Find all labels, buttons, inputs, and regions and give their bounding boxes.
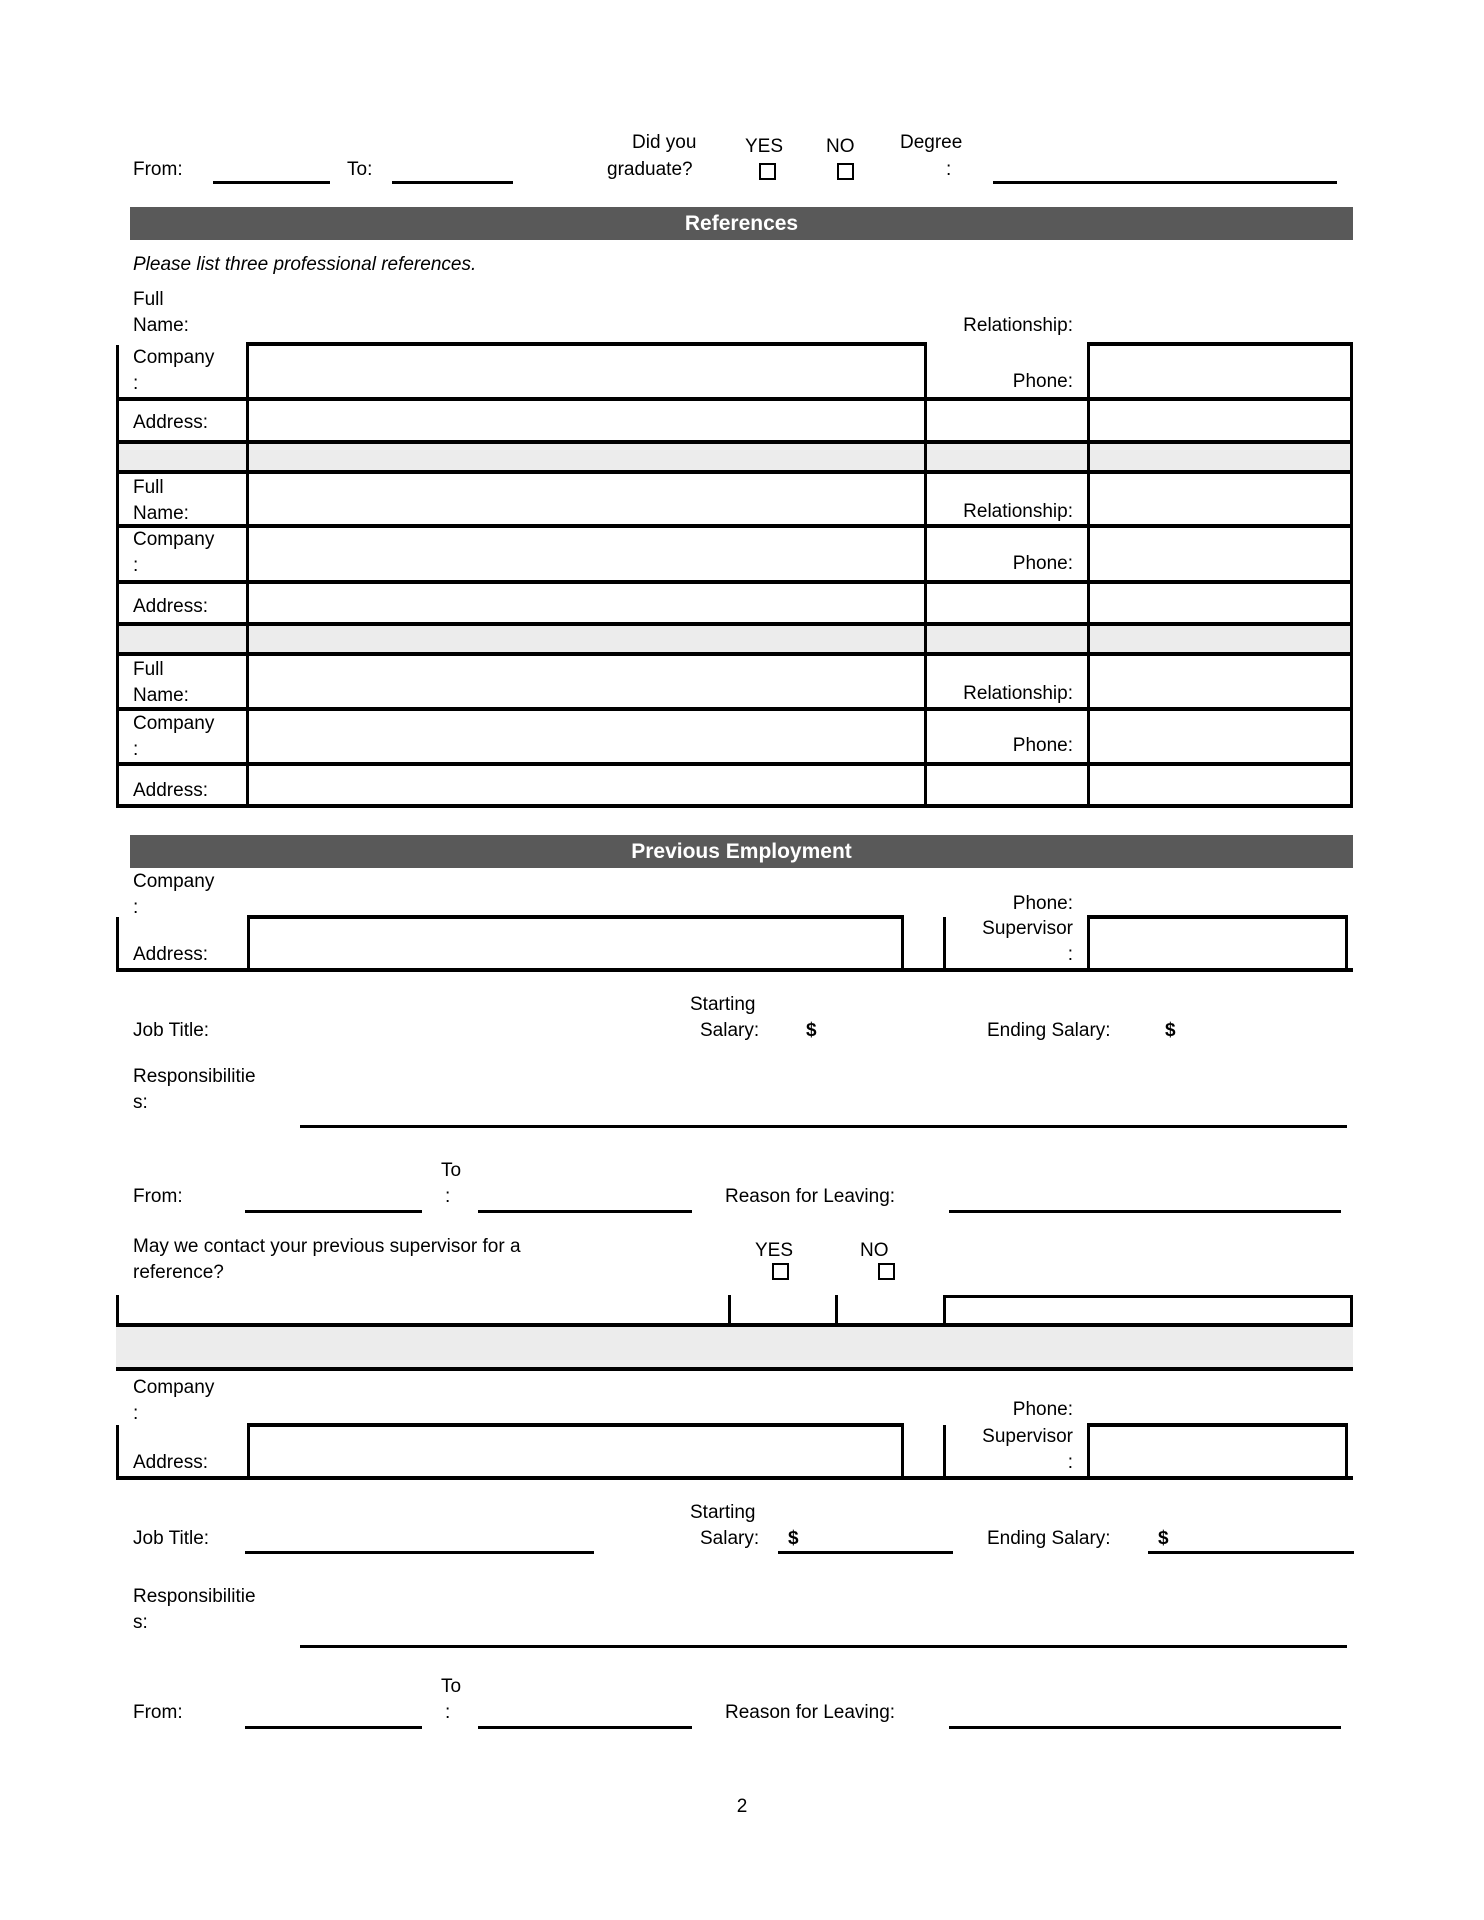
emp1-to-colon: : [445, 1186, 451, 1207]
graduate-label-line2: graduate? [607, 159, 693, 180]
emp1-supervisor-input[interactable] [1091, 920, 1341, 965]
emp1-to-blank-line[interactable] [478, 1210, 692, 1213]
ref2-company-input[interactable] [250, 528, 920, 576]
ref1-full-label: Full [133, 289, 164, 310]
emp2-company-label: Company [133, 1377, 215, 1398]
table-border [943, 1295, 1353, 1298]
contact-supervisor-question-line1: May we contact your previous supervisor for a [133, 1236, 521, 1257]
emp2-starting-salary-blank-line[interactable] [778, 1551, 953, 1554]
ref3-address-input[interactable] [250, 766, 920, 800]
table-border [116, 440, 1353, 444]
ref2-full-label: Full [133, 477, 164, 498]
table-border [116, 804, 1353, 808]
ref2-company-label: Company [133, 529, 215, 550]
emp1-salary-label: Salary: [700, 1020, 760, 1041]
separator-row [116, 625, 1353, 652]
ref2-company-colon: : [133, 555, 139, 576]
emp2-salary-label: Salary: [700, 1528, 760, 1549]
emp1-starting-salary-dollar: $ [806, 1020, 817, 1041]
emp1-address-label: Address: [133, 944, 208, 965]
emp2-address-label: Address: [133, 1452, 208, 1473]
emp2-ending-salary-blank-line[interactable] [1148, 1551, 1354, 1554]
emp1-ending-salary-dollar: $ [1165, 1020, 1176, 1041]
emp2-from-label: From: [133, 1702, 183, 1723]
emp1-ending-salary-label: Ending Salary: [987, 1020, 1111, 1041]
ref3-company-label: Company [133, 713, 215, 734]
contact-no-checkbox[interactable] [878, 1263, 895, 1280]
emp1-job-title-label: Job Title: [133, 1020, 210, 1041]
table-border [1087, 342, 1090, 808]
ref1-phone-label: Phone: [1012, 371, 1073, 392]
degree-colon: : [946, 159, 952, 180]
emp2-starting-label: Starting [690, 1502, 756, 1523]
ref1-address-label: Address: [133, 412, 208, 433]
ref2-name-input[interactable] [250, 474, 920, 520]
ref3-full-label: Full [133, 659, 164, 680]
emp2-ending-salary-dollar: $ [1158, 1528, 1169, 1549]
ref3-company-colon: : [133, 739, 139, 760]
ref1-phone-input[interactable] [1091, 346, 1346, 393]
table-border [1087, 915, 1090, 970]
separator-row [116, 443, 1353, 470]
ref3-company-input[interactable] [250, 711, 920, 758]
emp1-responsibilities-blank-line[interactable] [300, 1125, 1347, 1128]
emp2-starting-salary-dollar: $ [788, 1528, 799, 1549]
emp2-reason-blank-line[interactable] [949, 1726, 1341, 1729]
ref2-phone-label: Phone: [1012, 553, 1073, 574]
to-label: To: [347, 159, 373, 180]
emp2-job-title-label: Job Title: [133, 1528, 210, 1549]
graduate-yes-label: YES [745, 136, 784, 157]
ref2-name-label: Name: [133, 503, 189, 524]
ref1-address-input[interactable] [250, 401, 920, 436]
table-border [1087, 1423, 1090, 1478]
table-border [247, 915, 250, 970]
table-border [1350, 342, 1353, 808]
graduate-no-checkbox[interactable] [837, 163, 854, 180]
emp1-from-blank-line[interactable] [245, 1210, 422, 1213]
ref2-relationship-input[interactable] [1091, 474, 1346, 520]
emp1-responsibilities-label-line1: Responsibilitie [133, 1066, 256, 1087]
ref1-company-colon: : [133, 373, 139, 394]
emp2-reason-label: Reason for Leaving: [725, 1702, 896, 1723]
table-border [116, 968, 1353, 972]
emp2-job-title-blank-line[interactable] [245, 1551, 594, 1554]
emp1-from-label: From: [133, 1186, 183, 1207]
separator-row [116, 1327, 1353, 1367]
emp1-company-label: Company [133, 871, 215, 892]
emp1-supervisor-colon: : [1067, 944, 1073, 965]
previous-employment-section-header: Previous Employment [130, 835, 1353, 868]
table-border [116, 917, 119, 970]
emp2-to-label: To [441, 1676, 462, 1697]
emp2-responsibilities-label-line1: Responsibilitie [133, 1586, 256, 1607]
to-blank-line[interactable] [392, 181, 513, 184]
emp2-to-blank-line[interactable] [478, 1726, 692, 1729]
degree-blank-line[interactable] [993, 181, 1337, 184]
emp1-reason-label: Reason for Leaving: [725, 1186, 896, 1207]
ref3-phone-input[interactable] [1091, 711, 1346, 758]
ref1-name-label: Name: [133, 315, 189, 336]
emp1-company-colon: : [133, 897, 139, 918]
graduate-no-label: NO [826, 136, 855, 157]
table-border [116, 345, 119, 808]
page-number: 2 [736, 1796, 748, 1817]
emp2-ending-salary-label: Ending Salary: [987, 1528, 1111, 1549]
emp1-address-input[interactable] [251, 920, 897, 965]
ref2-phone-input[interactable] [1091, 528, 1346, 576]
table-border [247, 1423, 250, 1478]
ref2-address-label: Address: [133, 596, 208, 617]
emp2-to-colon: : [445, 1702, 451, 1723]
table-border [116, 1476, 1353, 1480]
table-border [247, 915, 904, 919]
emp1-reason-blank-line[interactable] [949, 1210, 1341, 1213]
table-border [1345, 915, 1348, 970]
emp1-starting-label: Starting [690, 994, 756, 1015]
emp1-to-label: To [441, 1160, 462, 1181]
emp2-from-blank-line[interactable] [245, 1726, 422, 1729]
references-note: Please list three professional references. [133, 254, 477, 275]
ref3-phone-label: Phone: [1012, 735, 1073, 756]
contact-no-label: NO [860, 1240, 889, 1261]
ref2-relationship-label: Relationship: [963, 501, 1073, 522]
from-blank-line[interactable] [213, 181, 330, 184]
table-border [116, 622, 1353, 626]
emp2-supervisor-input[interactable] [1091, 1428, 1341, 1473]
contact-supervisor-question-line2: reference? [133, 1262, 224, 1283]
ref1-company-input[interactable] [250, 346, 920, 393]
references-section-header: References [130, 207, 1353, 240]
ref3-name-label: Name: [133, 685, 189, 706]
emp2-responsibilities-label-line2: s: [133, 1612, 148, 1633]
table-border [247, 1423, 904, 1427]
emp1-responsibilities-label-line2: s: [133, 1092, 148, 1113]
emp2-company-colon: : [133, 1403, 139, 1424]
table-border [1087, 915, 1348, 919]
from-label: From: [133, 159, 183, 180]
emp2-supervisor-colon: : [1067, 1452, 1073, 1473]
table-border [116, 1367, 1353, 1371]
graduate-yes-checkbox[interactable] [759, 163, 776, 180]
emp2-address-input[interactable] [251, 1428, 897, 1473]
emp2-phone-label: Phone: [1012, 1399, 1073, 1420]
emp2-responsibilities-blank-line[interactable] [300, 1645, 1347, 1648]
ref2-address-input[interactable] [250, 584, 920, 618]
table-border [1345, 1423, 1348, 1478]
ref3-address-label: Address: [133, 780, 208, 801]
ref1-company-label: Company [133, 347, 215, 368]
table-border [1087, 1423, 1348, 1427]
emp1-phone-label: Phone: [1012, 893, 1073, 914]
ref3-relationship-label: Relationship: [963, 683, 1073, 704]
graduate-label-line1: Did you [632, 132, 697, 153]
ref3-relationship-input[interactable] [1091, 656, 1346, 703]
ref1-relationship-label: Relationship: [963, 315, 1073, 336]
table-border [116, 1425, 119, 1478]
emp2-supervisor-label: Supervisor [982, 1426, 1073, 1447]
table-border [246, 342, 249, 808]
emp1-supervisor-label: Supervisor [982, 918, 1073, 939]
degree-label: Degree [900, 132, 963, 153]
contact-yes-checkbox[interactable] [772, 1263, 789, 1280]
contact-yes-label: YES [755, 1240, 794, 1261]
ref3-name-input[interactable] [250, 656, 920, 703]
